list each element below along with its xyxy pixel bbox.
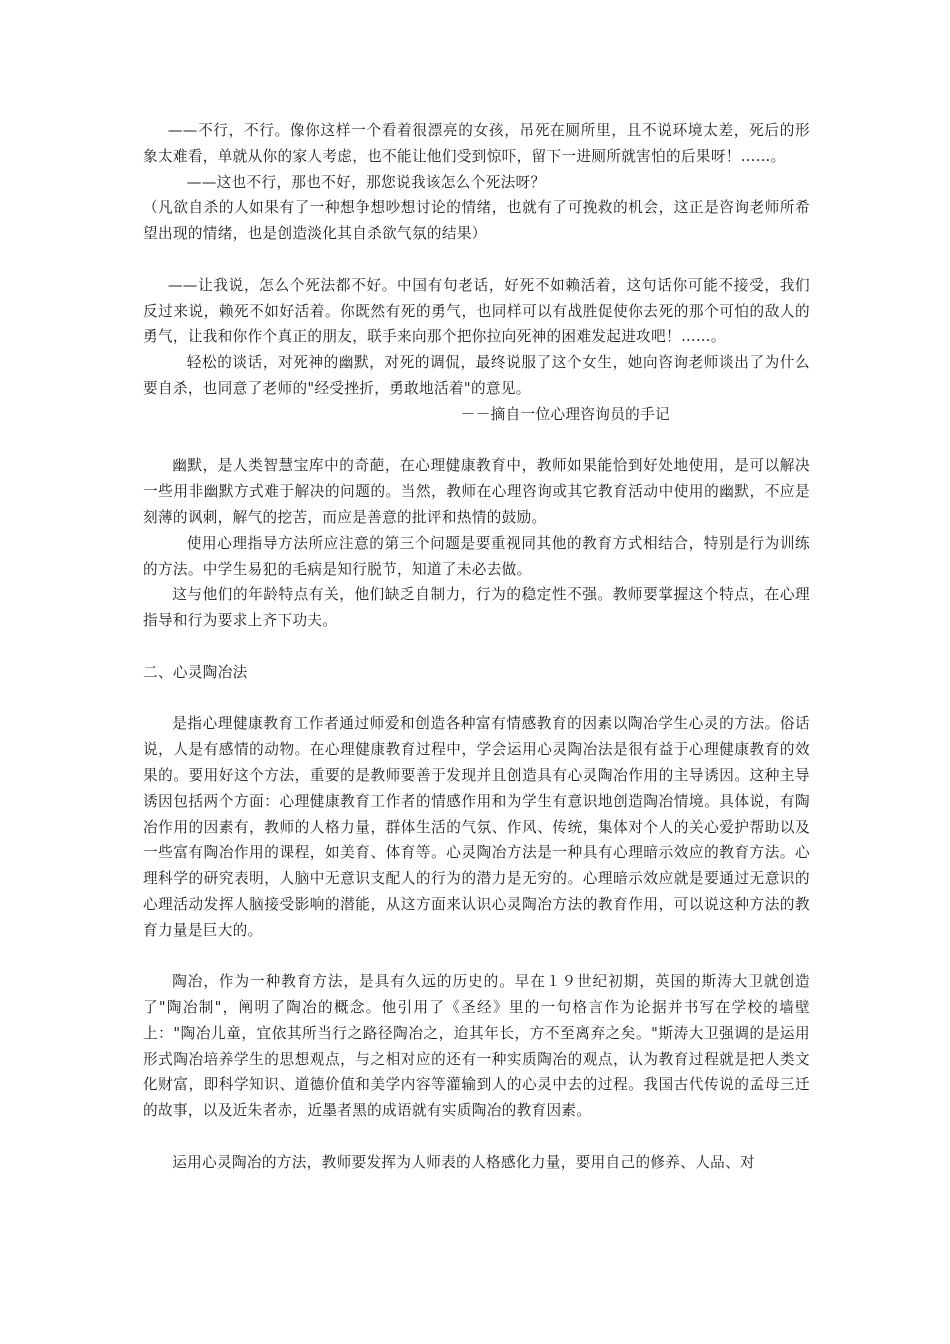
- spacer: [143, 247, 810, 273]
- dialogue-paragraph-2: ——这也不行，那也不好，那您说我该怎么个死法呀？: [186, 173, 546, 191]
- age-characteristics-paragraph: 这与他们的年龄特点有关，他们缺乏自制力，行为的稳定性不强。教师要掌握这个特点，在心理指导和行为要求上齐下功夫。: [143, 586, 810, 630]
- spacer: [143, 686, 810, 712]
- dialogue-paragraph-3: ——让我说，怎么个死法都不好。中国有句老话，好死不如赖活着，这句话你可能不接受，我们反过来说，赖死不如好活着。你既然有死的勇气，也同样可以有战胜促使你去死的那个可怕的敌人的勇气，让我和你作个真正的朋友，联手来向那个把你拉向死神的困难发起进攻吧！……。: [143, 276, 810, 346]
- document-page: [143, 118, 810, 1176]
- narrative-paragraph: 轻松的谈话，对死神的幽默，对死的调侃，最终说服了这个女生，她向咨询老师谈出了为什么要自杀，也同意了老师的"经受挫折，勇敢地活着"的意见。: [143, 354, 810, 397]
- spacer: [143, 1124, 810, 1150]
- definition-paragraph: 是指心理健康教育工作者通过师爱和创造各种富有情感教育的因素以陶冶学生心灵的方法。俗话说，人是有感情的动物。在心理健康教育过程中，学会运用心灵陶冶法是很有益于心理健康教育的效果的。要用好这个方法，重要的是教师要善于发现并且创造具有心灵陶冶作用的主导诱因。这种主导诱因包括两个方面：心理健康教育工作者的情感作用和为学生有意识地创造陶冶情境。具体说，有陶冶作用的因素有，教师的人格力量，群体生活的气氛、作风、传统，集体对个人的关心爱护帮助以及一些富有陶冶作用的课程，如美育、体育等。心灵陶冶方法是一种具有心理暗示效应的教育方法。心理科学的研究表明，人脑中无意识支配人的行为的潜力是无穷的。心理暗示效应就是要通过无意识的心理活动发挥人脑接受影响的潜能，从这方面来认识心灵陶冶方法的教育作用，可以说这种方法的教育力量是巨大的。: [143, 715, 810, 939]
- spacer: [143, 634, 810, 660]
- section-heading: 二、心灵陶冶法: [143, 663, 248, 681]
- history-paragraph: 陶冶，作为一种教育方法，是具有久远的历史的。早在１９世纪初期，英国的斯涛大卫就创造了"陶冶制"，阐明了陶冶的概念。他引用了《圣经》里的一句格言作为论据并书写在学校的墙壁上："陶冶儿童，宜依其所当行之路径陶冶之，迨其年长，方不至离弃之矣。"斯涛大卫强调的是运用形式陶冶培养学生的思想观点，与之相对应的还有一种实质陶冶的观点，认为教育过程就是把人类文化财富，即科学知识、道德价值和美学内容等灌输到人的心灵中去的过程。我国古代传说的孟母三迁的故事，以及近朱者赤，近墨者黑的成语就有实质陶冶的教育因素。: [143, 973, 810, 1120]
- application-paragraph: 运用心灵陶冶的方法，教师要发挥为人师表的人格感化力量，要用自己的修养、人品、对: [172, 1153, 755, 1171]
- commentary-paragraph: （凡欲自杀的人如果有了一种想争想吵想讨论的情绪，也就有了可挽救的机会，这正是咨询老师所希望出现的情绪，也是创造淡化其自杀欲气氛的结果）: [143, 199, 810, 243]
- source-attribution: －－摘自一位心理咨询员的手记: [460, 405, 670, 423]
- spacer: [143, 428, 810, 454]
- third-issue-paragraph: 使用心理指导方法所应注意的第三个问题是要重视同其他的教育方式相结合，特别是行为训练的方法。中学生易犯的毛病是知行脱节，知道了未必去做。: [143, 534, 810, 578]
- humor-paragraph: 幽默，是人类智慧宝库中的奇葩，在心理健康教育中，教师如果能恰到好处地使用，是可以解决一些用非幽默方式难于解决的问题的。当然，教师在心理咨询或其它教育活动中使用的幽默，不应是刻薄的讽刺，解气的挖苦，而应是善意的批评和热情的鼓励。: [143, 457, 810, 526]
- spacer: [143, 944, 810, 970]
- dialogue-paragraph-1: ——不行，不行。像你这样一个看着很漂亮的女孩，吊死在厕所里，且不说环境太差，死后的形象太难看，单就从你的家人考虑，也不能让他们受到惊吓，留下一进厕所就害怕的后果呀！……。: [143, 122, 810, 165]
